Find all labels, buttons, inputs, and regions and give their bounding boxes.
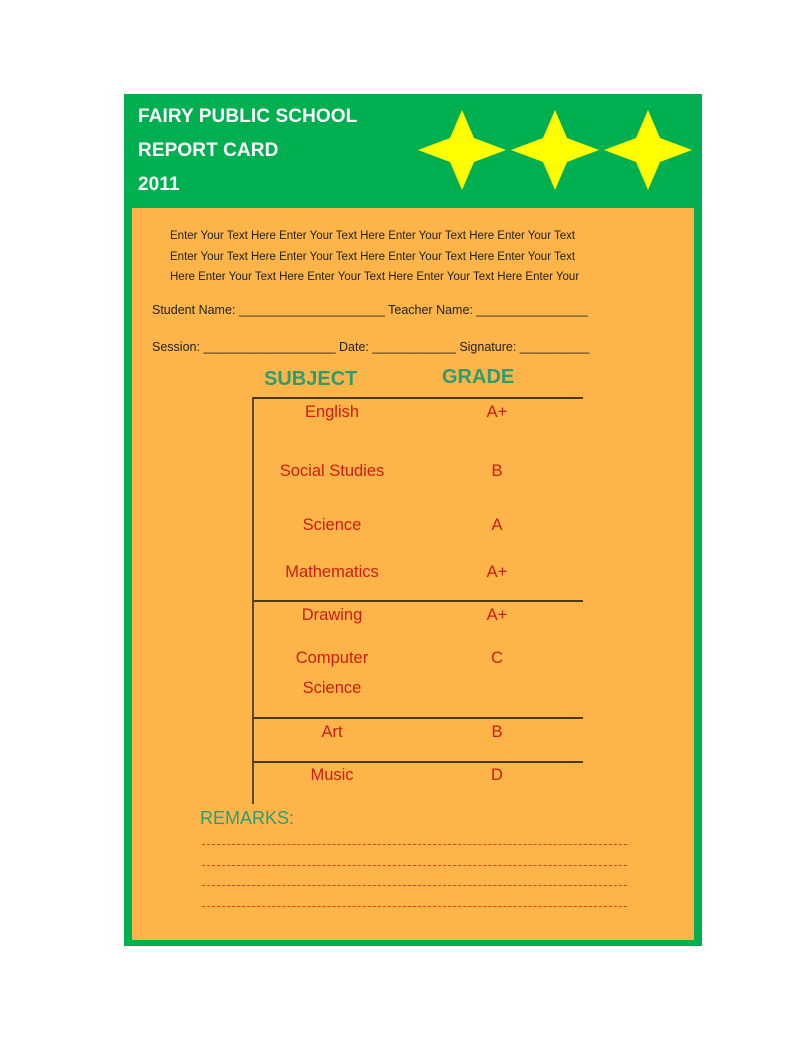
subject-cell: Social Studies	[279, 462, 385, 480]
four-point-star-icon	[511, 110, 599, 190]
session-fields-row	[152, 340, 589, 354]
grade-cell: C	[491, 649, 503, 667]
report-card	[124, 94, 702, 946]
signature-field[interactable]: __________	[519, 340, 590, 354]
student-name-field[interactable]: _____________________	[238, 303, 385, 317]
date-field[interactable]: ____________	[372, 340, 456, 354]
remarks-line[interactable]	[202, 844, 627, 845]
four-point-star-icon	[418, 110, 506, 190]
grade-cell: A+	[486, 563, 508, 581]
remarks-label: REMARKS:	[200, 808, 295, 828]
grade-cell: B	[491, 723, 503, 741]
grade-cell: B	[491, 462, 503, 480]
session-field[interactable]: ___________________	[203, 340, 336, 354]
intro-line: Here Enter Your Text Here Enter Your Text Here Enter Your Text Here Enter Your	[170, 271, 580, 283]
date-label: Date:	[339, 340, 369, 354]
table-rule	[253, 761, 583, 763]
subject-cell: Music	[310, 766, 354, 784]
grade-header: GRADE	[442, 366, 515, 388]
table-rule	[253, 717, 583, 719]
content-panel	[132, 208, 694, 940]
subject-cell: Mathematics	[285, 563, 379, 581]
subject-cell: Science	[302, 516, 362, 534]
school-name: FAIRY PUBLIC SCHOOL	[138, 106, 358, 127]
intro-line: Enter Your Text Here Enter Your Text Here Enter Your Text Here Enter Your Text	[170, 250, 576, 263]
student-name-label: Student Name:	[152, 303, 236, 317]
subject-cell-line1: Computer	[295, 649, 369, 667]
four-point-star-icon	[604, 110, 692, 190]
grade-cell: A	[491, 516, 503, 534]
subject-cell: English	[304, 403, 360, 421]
remarks-line[interactable]	[202, 865, 627, 866]
signature-label: Signature:	[459, 340, 517, 354]
table-rule	[253, 397, 583, 399]
document-title: REPORT CARD	[138, 140, 279, 161]
name-fields-row	[152, 303, 588, 317]
year-label: 2011	[138, 174, 180, 195]
table-rule	[253, 600, 583, 602]
remarks-line[interactable]	[202, 885, 627, 886]
intro-line: Enter Your Text Here Enter Your Text Here Enter Your Text Here Enter Your Text	[170, 230, 576, 242]
teacher-name-label: Teacher Name:	[388, 303, 473, 317]
grade-cell: D	[491, 766, 503, 784]
subject-cell: Art	[321, 723, 343, 741]
grade-cell: A+	[486, 606, 508, 624]
grade-cell: A+	[486, 403, 508, 421]
subject-header: SUBJECT	[264, 368, 358, 390]
remarks-line[interactable]	[202, 906, 627, 907]
subject-cell-line2: Science	[302, 679, 362, 697]
star-decoration	[416, 108, 696, 193]
teacher-name-field[interactable]: ________________	[476, 303, 588, 317]
session-label: Session:	[152, 340, 200, 354]
intro-text	[170, 226, 670, 288]
subject-cell: Drawing	[301, 606, 363, 624]
